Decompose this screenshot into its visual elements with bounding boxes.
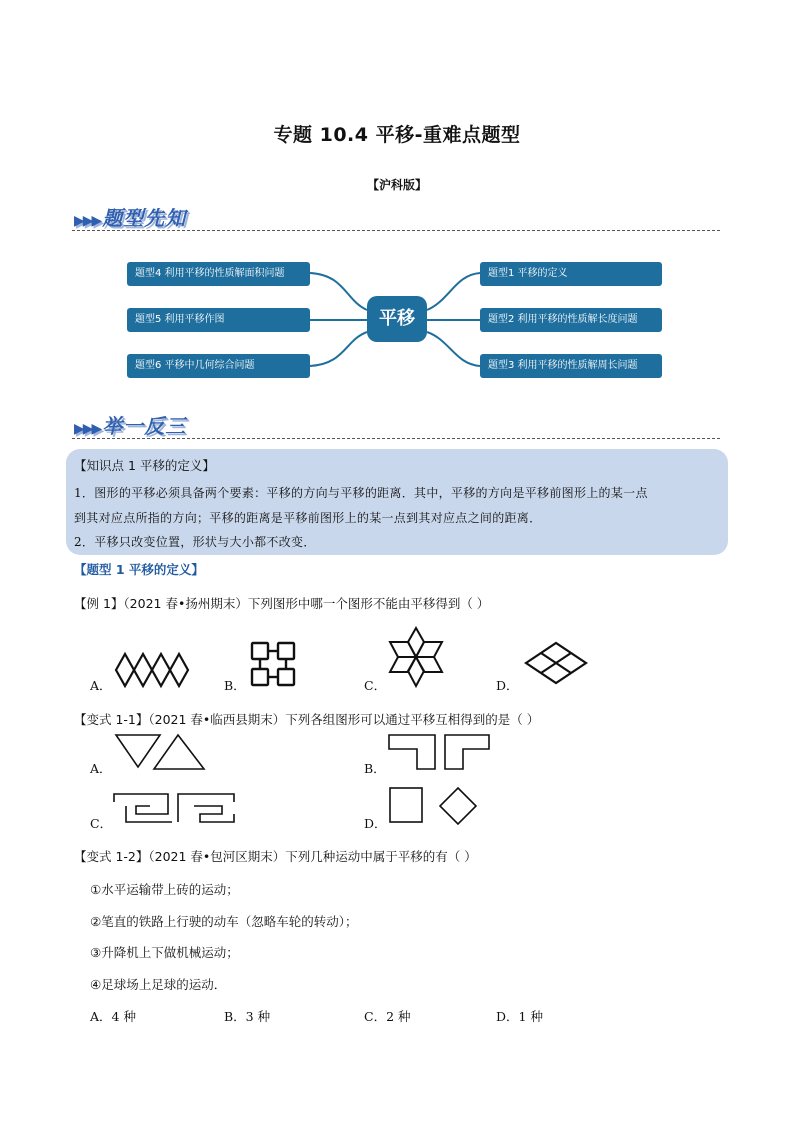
variant12-option-b: B．3 种 bbox=[224, 1009, 271, 1024]
knowledge-line: 1．图形的平移必须具备两个要素：平移的方向与平移的距离．其中，平移的方向是平移前图形上的某一点 bbox=[74, 486, 648, 500]
example1-option-a: A． bbox=[90, 678, 112, 693]
mindmap-node-type2: 题型2 利用平移的性质解长度问题 bbox=[480, 308, 662, 332]
figure-square-and-diamond bbox=[388, 786, 480, 826]
example1-stem: 【例 1】（2021 春•扬州期末）下列图形中哪一个图形不能由平移得到（ ） bbox=[74, 596, 490, 611]
variant11-stem: 【变式 1-1】（2021 春•临西县期末）下列各组图形可以通过平移互相得到的是（ ） bbox=[74, 712, 540, 727]
figure-two-triangles bbox=[114, 733, 206, 771]
mindmap-center: 平移 bbox=[367, 296, 427, 342]
section-banner-preview: ▶▶▶ 题型先知 bbox=[74, 206, 187, 230]
mindmap-node-type3: 题型3 利用平移的性质解周长问题 bbox=[480, 354, 662, 378]
example1-option-c: C． bbox=[364, 678, 387, 693]
variant11-option-b: B． bbox=[364, 761, 386, 776]
mindmap-node-type1: 题型1 平移的定义 bbox=[480, 262, 662, 286]
variant12-option-a: A．4 种 bbox=[90, 1009, 136, 1024]
arrows-icon: ▶▶▶ bbox=[74, 213, 101, 229]
page-title: 专题 10.4 平移-重难点题型 bbox=[273, 124, 521, 146]
variant12-item-1: ①水平运输带上砖的运动； bbox=[90, 882, 239, 897]
figure-l-shapes bbox=[387, 733, 493, 771]
mindmap-node-type4: 题型4 利用平移的性质解面积问题 bbox=[127, 262, 310, 286]
mindmap-node-type6: 题型6 平移中几何综合问题 bbox=[127, 354, 310, 378]
edition-label: 【沪科版】 bbox=[366, 178, 427, 192]
knowledge-title: 【知识点 1 平移的定义】 bbox=[74, 458, 215, 473]
variant12-option-c: C．2 种 bbox=[364, 1009, 411, 1024]
question-type-heading: 【题型 1 平移的定义】 bbox=[74, 562, 204, 577]
example1-option-b: B． bbox=[224, 678, 246, 693]
figure-diamond-chain bbox=[116, 652, 192, 688]
variant11-option-c: C． bbox=[90, 816, 113, 831]
variant11-option-a: A． bbox=[90, 761, 112, 776]
figure-rhombus-grid bbox=[524, 641, 588, 685]
knowledge-line: 到其对应点所指的方向；平移的距离是平移前图形上的某一点到其对应点之间的距离． bbox=[74, 511, 542, 525]
dashed-divider bbox=[72, 438, 720, 439]
variant12-item-2: ②笔直的铁路上行驶的动车（忽略车轮的转动）； bbox=[90, 914, 358, 929]
knowledge-line: 2．平移只改变位置，形状与大小都不改变． bbox=[74, 535, 316, 549]
arrows-icon: ▶▶▶ bbox=[74, 421, 101, 437]
variant12-option-d: D．1 种 bbox=[496, 1009, 543, 1024]
variant12-item-4: ④足球场上足球的运动． bbox=[90, 977, 227, 992]
variant11-option-d: D． bbox=[364, 816, 387, 831]
example1-option-d: D． bbox=[496, 678, 519, 693]
variant12-stem: 【变式 1-2】（2021 春•包河区期末）下列几种运动中属于平移的有（ ） bbox=[74, 849, 477, 864]
section-banner-practice: ▶▶▶ 举一反三 bbox=[74, 414, 187, 438]
figure-star-rhombi bbox=[388, 626, 444, 688]
variant12-item-3: ③升降机上下做机械运动； bbox=[90, 945, 239, 960]
figure-s-shapes bbox=[112, 792, 238, 826]
figure-square-grid bbox=[250, 641, 298, 689]
mindmap-node-type5: 题型5 利用平移作图 bbox=[127, 308, 310, 332]
